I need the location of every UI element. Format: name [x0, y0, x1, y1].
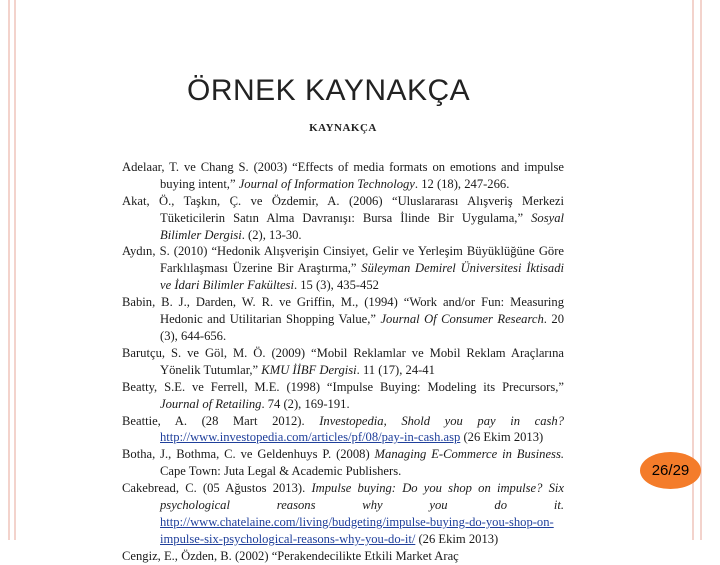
- page-number-badge: 26/29: [640, 452, 701, 489]
- reference-entry: Cakebread, C. (05 Ağustos 2013). Impulse buying: Do you shop on impulse? Six psychological reasons why you do it. http://www.chatelaine.com/living/budgeting/impulse-buying-do-you-shop-on-impulse-six-psychological-reasons-why-you-do-it/ (26 Ekim 2013): [122, 481, 565, 546]
- reference-entry: Babin, B. J., Darden, W. R. ve Griffin, M., (1994) “Work and/or Fun: Measuring Hedonic and Utilitarian Shopping Value,” Journal Of Consumer Research. 20 (3), 644-656.: [122, 295, 565, 343]
- reference-entry: Beattie, A. (28 Mart 2012). Investopedia, Shold you pay in cash? http://www.investopedia.com/articles/pf/08/pay-in-cash.asp (26 Ekim 2013): [122, 413, 564, 445]
- left-frame-decoration: [8, 0, 16, 540]
- reference-entry: Botha, J., Bothma, C. ve Geldenhuys P. (2008) Managing E-Commerce in Business. Cape Town: Juta Legal & Academic Publishers.: [122, 447, 564, 479]
- reference-entry: Barutçu, S. ve Göl, M. Ö. (2009) “Mobil Reklamlar ve Mobil Reklam Araçlarına Yönelik Tutumlar,” KMU İİBF Dergisi. 11 (17), 24-41: [122, 345, 564, 377]
- document-heading: KAYNAKÇA: [309, 122, 377, 134]
- reference-link[interactable]: http://www.chatelaine.com/living/budgeting/impulse-buying-do-you-shop-on-impulse-six-psychological-reasons-why-you-do-it/: [160, 514, 554, 546]
- reference-link[interactable]: http://www.investopedia.com/articles/pf/08/pay-in-cash.asp: [160, 430, 461, 445]
- reference-entry: Adelaar, T. ve Chang S. (2003) “Effects of media formats on emotions and impulse buying intent,” Journal of Information Technology. 12 (18), 247-266.: [122, 159, 564, 191]
- reference-entry: Aydın, S. (2010) “Hedonik Alışverişin Cinsiyet, Gelir ve Yerleşim Büyüklüğüne Göre Farklılaşması Üzerine Bir Araştırma,” Süleyman Demirel Üniversitesi İktisadi ve İdari Bilimler Fakültesi. 15 (3), 435-452: [122, 244, 564, 293]
- reference-document: [122, 120, 564, 565]
- reference-entry: Akat, Ö., Taşkın, Ç. ve Özdemir, A. (2006) “Uluslararası Alışveriş Merkezi Tüketicilerin Satın Alma Davranışı: Bursa İlinde Bir Uygulama,” Sosyal Bilimler Dergisi. (2), 13-30.: [122, 193, 564, 242]
- reference-entry: Cengiz, E., Özden, B. (2002) “Perakendecilikte Etkili Market Araç: [122, 548, 459, 563]
- reference-entry: Beatty, S.E. ve Ferrell, M.E. (1998) “Impulse Buying: Modeling its Precursors,” Journal of Retailing. 74 (2), 169-191.: [122, 379, 564, 411]
- slide-title: ÖRNEK KAYNAKÇA: [187, 74, 471, 107]
